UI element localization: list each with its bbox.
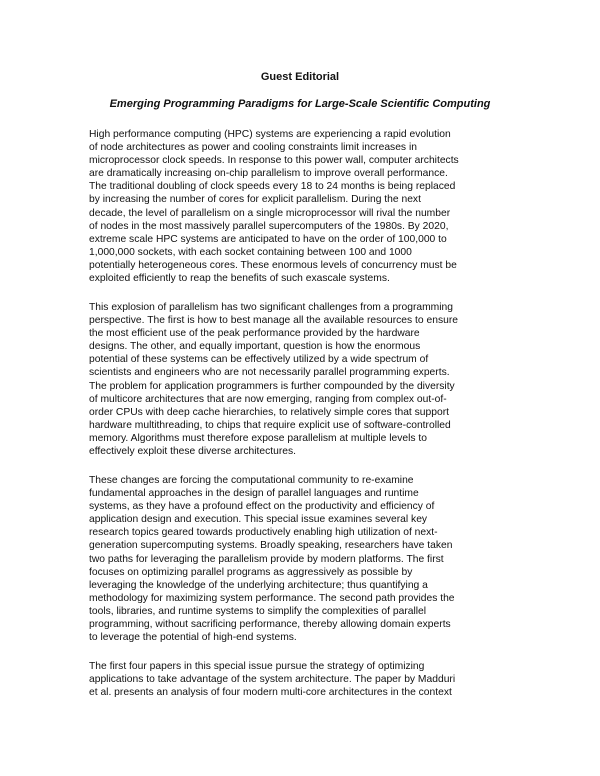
text-line: et al. presents an analysis of four modern multi-core architectures in the context xyxy=(89,687,452,699)
text-line: memory. Algorithms must therefore expose parallelism at multiple levels to xyxy=(89,432,428,444)
text-line: This explosion of parallelism has two significant challenges from a programming xyxy=(89,302,453,313)
text-line: programming, without sacrificing performance, thereby allowing domain experts xyxy=(89,619,451,631)
text-line: the most efficient use of the peak performance provided by the hardware xyxy=(89,328,420,340)
text-line: The problem for application programmers is further compounded by the diversity xyxy=(89,380,455,392)
paragraph-3 xyxy=(89,474,529,644)
text-line: research topics geared towards productively enabling high utilization of next- xyxy=(89,527,438,539)
text-line: to leverage the potential of high-end systems. xyxy=(89,632,297,644)
text-line: perspective. The first is how to best manage all the available resources to ensure xyxy=(89,315,458,327)
text-line: generation supercomputing systems. Broadly speaking, researchers have taken xyxy=(89,540,453,552)
text-line: tools, libraries, and runtime systems to simplify the complexities of parallel xyxy=(89,605,427,617)
text-line: applications to take advantage of the system architecture. The paper by Madduri xyxy=(89,674,456,686)
text-line: scientists and engineers who are not necessarily parallel programming experts. xyxy=(89,367,450,379)
page-subtitle: Emerging Programming Paradigms for Large-Scale Scientific Computing xyxy=(109,98,491,110)
text-line: extreme scale HPC systems are anticipated to have on the order of 100,000 to xyxy=(89,233,447,245)
text-line: of node architectures as power and cooling constraints limit increases in xyxy=(89,142,417,154)
paragraph-4 xyxy=(89,660,529,699)
paragraph-1 xyxy=(89,128,529,285)
text-line: methodology for maximizing system performance. The second path provides the xyxy=(89,592,455,604)
text-line: leveraging the knowledge of the underlying architecture; thus quantifying a xyxy=(89,579,428,591)
page-title: Guest Editorial xyxy=(260,71,340,83)
text-line: exploited efficiently to reap the benefits of such exascale systems. xyxy=(89,273,390,285)
text-line: The traditional doubling of clock speeds every 18 to 24 months is being replaced xyxy=(89,181,456,193)
text-line: hardware multithreading, to chips that require explicit use of software-controlled xyxy=(89,419,451,431)
text-line: of multicore architectures that are now emerging, ranging from complex out-of- xyxy=(89,393,447,405)
text-line: The first four papers in this special issue pursue the strategy of optimizing xyxy=(89,661,425,672)
text-line: potential of these systems can be effectively utilized by a wide spectrum of xyxy=(89,354,429,366)
text-line: decade, the level of parallelism on a single microprocessor will rival the number xyxy=(89,207,451,219)
text-line: potentially heterogeneous cores. These enormous levels of concurrency must be xyxy=(89,259,457,271)
text-line: systems, as they have a profound effect on the productivity and efficiency of xyxy=(89,501,435,513)
text-line: 1,000,000 sockets, with each socket containing between 100 and 1000 xyxy=(89,246,412,258)
text-line: of nodes in the most massively parallel supercomputers of the 1980s. By 2020, xyxy=(89,220,449,232)
text-line: order CPUs with deep cache hierarchies, to relatively simple cores that support xyxy=(89,406,449,418)
text-line: are dramatically increasing on-chip parallelism to improve overall performance. xyxy=(89,168,448,180)
text-line: application design and execution. This special issue examines several key xyxy=(89,514,428,526)
text-line: designs. The other, and equally important, question is how the enormous xyxy=(89,341,421,353)
text-line: High performance computing (HPC) systems are experiencing a rapid evolution xyxy=(89,129,451,140)
text-line: two paths for leveraging the parallelism provide by modern platforms. The first xyxy=(89,553,444,565)
paragraph-2 xyxy=(89,301,529,458)
text-line: These changes are forcing the computational community to re-examine xyxy=(89,475,414,486)
text-line: effectively exploit these diverse architectures. xyxy=(89,446,296,458)
text-line: microprocessor clock speeds. In response to this power wall, computer architects xyxy=(89,155,459,167)
text-line: focuses on optimizing parallel programs as aggressively as possible by xyxy=(89,566,413,578)
text-line: by increasing the number of cores for explicit parallelism. During the next xyxy=(89,194,421,206)
text-line: fundamental approaches in the design of parallel languages and runtime xyxy=(89,488,419,500)
